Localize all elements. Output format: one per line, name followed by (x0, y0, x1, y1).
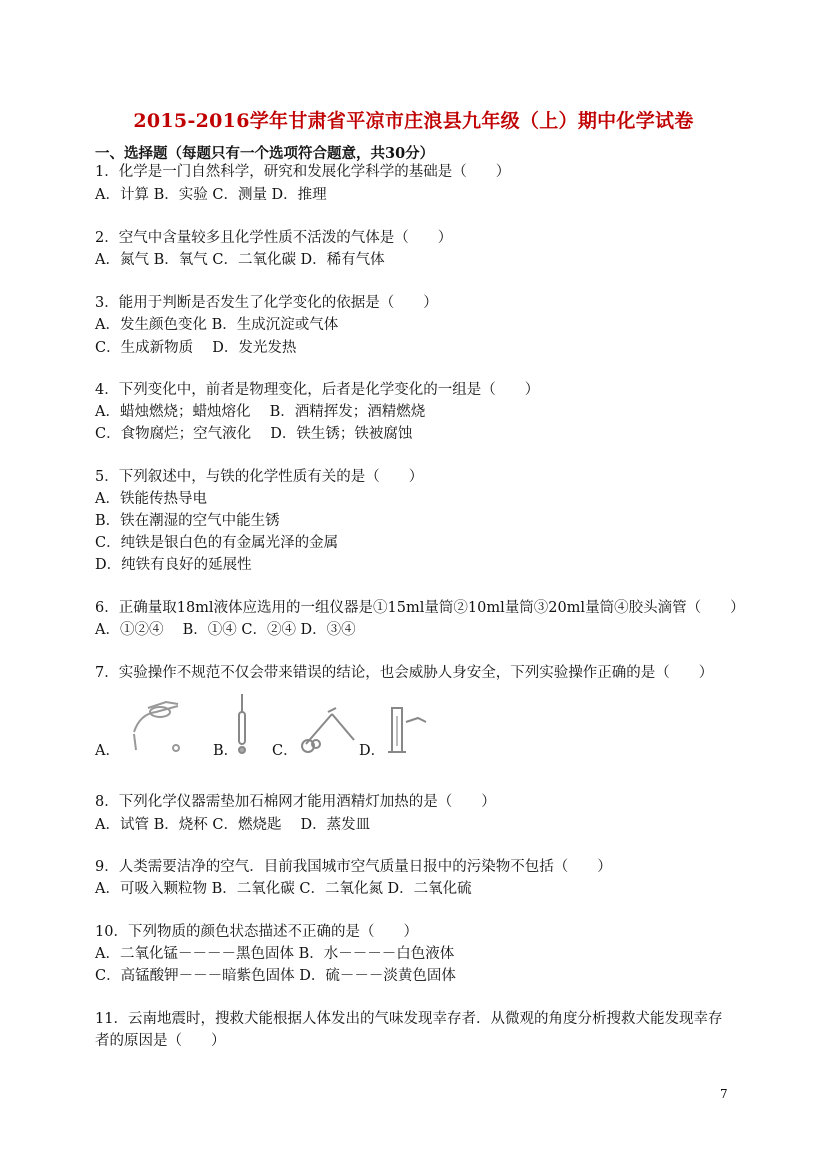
question-6: 6．正确量取18ml液体应选用的一组仪器是①15ml量筒②10ml量筒③20ml量筒④胶头滴管（ ） (95, 600, 745, 616)
question-8: 8．下列化学仪器需垫加石棉网才能用酒精灯加热的是（ ） (95, 794, 496, 810)
question-11-continued: 者的原因是（ ） (95, 1033, 226, 1049)
question-7-option-b-label: B． (213, 743, 239, 759)
lab-operation-d-image (378, 702, 432, 756)
question-1-options: A．计算 B．实验 C．测量 D．推理 (95, 187, 327, 203)
question-6-options: A．①②④ B．①④ C．②④ D．③④ (95, 622, 356, 638)
question-9: 9．人类需要洁净的空气．目前我国城市空气质量日报中的污染物不包括（ ） (95, 859, 612, 875)
question-7: 7．实验操作不规范不仅会带来错误的结论，也会威胁人身安全，下列实验操作正确的是（ ） (95, 665, 714, 681)
question-10-options-cd: C．高锰酸钾－－－暗紫色固体 D．硫－－－淡黄色固体 (95, 968, 456, 984)
question-1: 1．化学是一门自然科学，研究和发展化学科学的基础是（ ） (95, 164, 511, 180)
question-4-options-cd: C．食物腐烂；空气液化 D．铁生锈；铁被腐蚀 (95, 426, 413, 442)
lab-operation-a-image (126, 694, 186, 756)
question-8-options: A．试管 B．烧杯 C．燃烧匙 D．蒸发皿 (95, 817, 371, 833)
question-2-options: A．氮气 B．氧气 C．二氧化碳 D．稀有气体 (95, 252, 385, 268)
question-3-options-cd: C．生成新物质 D．发光发热 (95, 340, 297, 356)
question-5-option-d: D．纯铁有良好的延展性 (95, 557, 252, 573)
question-2: 2．空气中含量较多且化学性质不活泼的气体是（ ） (95, 230, 453, 246)
question-9-options: A．可吸入颗粒物 B．二氧化碳 C．二氧化氮 D．二氧化硫 (95, 881, 472, 897)
question-7-option-c-label: C． (272, 743, 298, 759)
question-5-option-a: A．铁能传热导电 (95, 491, 207, 507)
question-3: 3．能用于判断是否发生了化学变化的依据是（ ） (95, 295, 438, 311)
question-11: 11．云南地震时，搜救犬能根据人体发出的气味发现幸存者．从微观的角度分析搜救犬能发现幸存 (95, 1011, 723, 1027)
question-10: 10．下列物质的颜色状态描述不正确的是（ ） (95, 924, 418, 940)
section-title: 一、选择题（每题只有一个选项符合题意，共30分） (95, 145, 435, 162)
page-number: 7 (720, 1087, 728, 1101)
question-5-option-c: C．纯铁是银白色的有金属光泽的金属 (95, 535, 339, 551)
question-4: 4．下列变化中，前者是物理变化，后者是化学变化的一组是（ ） (95, 382, 540, 398)
question-5-option-b: B．铁在潮湿的空气中能生锈 (95, 513, 280, 529)
question-7-option-a-label: A． (95, 743, 120, 759)
question-3-options-ab: A．发生颜色变化 B．生成沉淀或气体 (95, 317, 339, 333)
question-10-options-ab: A．二氧化锰－－－－黑色固体 B．水－－－－白色液体 (95, 946, 455, 962)
question-7-option-d-label: D． (359, 743, 386, 759)
question-5: 5．下列叙述中，与铁的化学性质有关的是（ ） (95, 469, 424, 485)
lab-operation-b-image (234, 692, 250, 756)
question-4-options-ab: A．蜡烛燃烧；蜡烛熔化 B．酒精挥发；酒精燃烧 (95, 404, 426, 420)
page-title: 2015-2016学年甘肃省平凉市庄浪县九年级（上）期中化学试卷 (133, 110, 694, 132)
lab-operation-c-image (292, 700, 360, 756)
